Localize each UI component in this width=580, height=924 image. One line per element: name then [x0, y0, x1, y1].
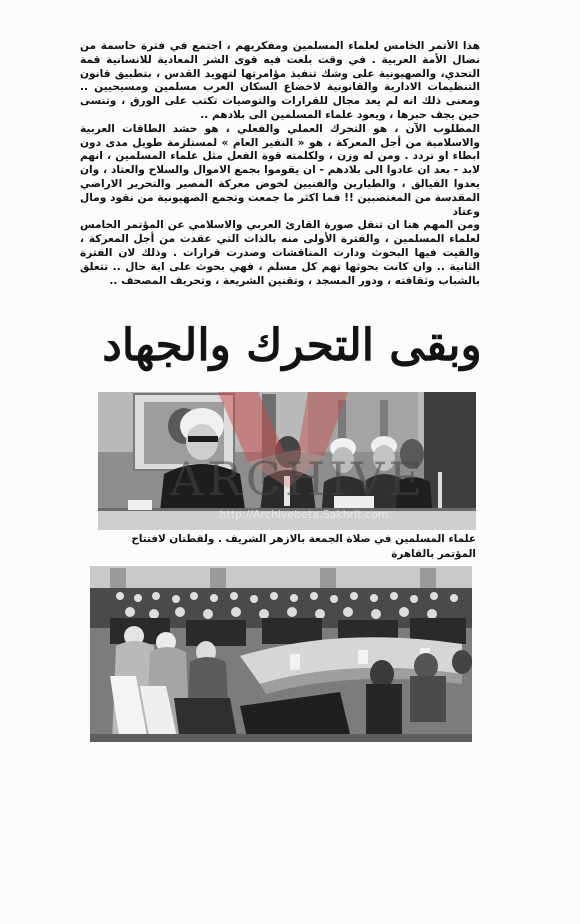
photo-caption: علماء المسلمين في صلاة الجمعة بالازهر الشريف . ولقطتان لافتتاح المؤتمر بالقاهرة: [131, 533, 476, 560]
article-paragraph: ومن المهم هنا ان تنقل صورة القارئ العربي والاسلامي عن المؤتمر الخامس لعلماء المسلمين ، والفترة الأولى منه بالذات التي عقدت من أجل المعركة ، والقيت فيها البحوث ودارت المناقشات وصدرت قرارات . وذلك لان الفترة الثانية .. وان كانت بحوثها تهم كل مسلم ، فهي بحوث على اية حال .. تتعلق بالشباب وثقافته ، ودور المسجد ، وتقنين الشريعة ، وتحريف المصحف ..: [80, 219, 480, 287]
photo-conference-hall: [90, 566, 472, 742]
article-body: [80, 40, 480, 288]
article-paragraph: المطلوب الآن ، هو التحرك العملي والفعلي ، هو حشد الطاقات العربية والاسلامية من أجل المعركة ، هو « النفير العام » لمستلزمة طويل مدى دون ابطاء او تردد . ومن له وزن ، ولكلمته قوة الفعل مثل علماء المسلمين ، انهم لابد - بعد ان عادوا الى بلادهم - ان يقوموا بجمع الاموال والسلاح والعتاد ، وان يعدوا الفيالق ، والطيارين والفنيين لخوض معركة المصير والتحرير الاراضي المقدسة من المغتصبين !! فما اكثر ما جمعت وتجمع الصهيونية من نقود ومال وعتاد: [80, 122, 480, 218]
watermark-logo: ARCHIVE: [169, 455, 427, 503]
photo-conference-hall-image: [90, 566, 472, 742]
headline: وبقى التحرك والجهاد: [102, 320, 482, 371]
article-paragraph: هذا الأتمر الخامس لعلماء المسلمين ومفكريهم ، اجتمع في فترة حاسمة من نضال الأمة العربية . في وقت بلغت فيه قوى الشر المعادية للانسانية قمة التحدي، والصهيونية على وشك تنفيذ مؤامرتها لتهويد القدس ، بتطبيق قانون التنظيمات الادارية والقانونية لاخضاع السكان العرب مسلمين ومسيحيين .. ومعنى ذلك انه لم يعد مجال للقرارات والتوصيات تكتب على الورق ، وتنسى حين يجف حبرها ، ويعود علماء المسلمين الى بلادهم ..: [80, 40, 480, 121]
watermark-url: http://Archivebeta.Sakhrit.com: [219, 508, 389, 521]
